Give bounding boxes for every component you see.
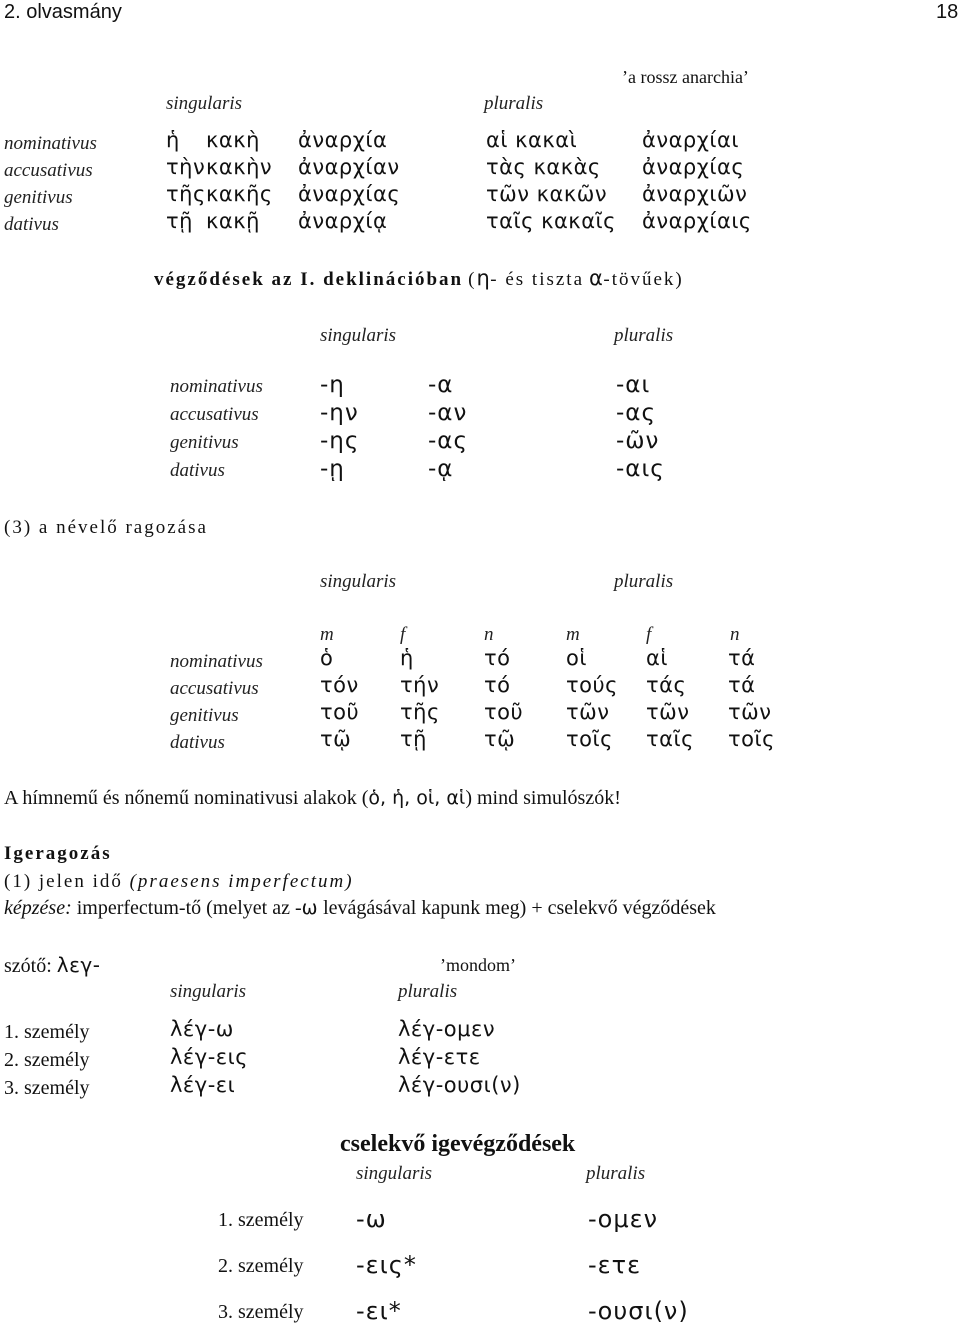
- case-label: dativus: [4, 214, 59, 235]
- article-form: τό: [484, 646, 511, 670]
- ending-plural: -αις: [616, 456, 665, 482]
- noun-singular: ἀναρχίᾳ: [298, 209, 388, 233]
- article-form: τῷ: [320, 727, 352, 751]
- col-singularis: singularis: [170, 981, 247, 1002]
- active-ending-singular: -εις*: [356, 1251, 417, 1279]
- article-singular: ἡ: [166, 128, 180, 152]
- col-pluralis: pluralis: [484, 93, 544, 114]
- person-label: 2. személy: [218, 1255, 304, 1277]
- proclitic-note: A hímnemű és nőnemű nominativusi alakok (ὁ, ἡ, οἱ, αἱ) mind simulószók!: [4, 787, 621, 809]
- page-number: 18: [936, 1, 959, 23]
- article-form: τόν: [320, 673, 359, 697]
- active-ending-plural: -ουσι(ν): [588, 1297, 689, 1325]
- note-greek: ὁ, ἡ, οἱ, αἱ: [368, 787, 466, 809]
- col-pluralis: pluralis: [614, 571, 674, 592]
- article-form: τό: [484, 673, 511, 697]
- declension-heading: végződések az I. deklinációban (η- és tiszta α-tövűek): [154, 266, 684, 290]
- verb-form-singular: λέγ-ω: [170, 1017, 234, 1041]
- phrase-plural: τῶν κακῶν: [486, 182, 608, 206]
- noun-plural: ἀναρχίαι: [642, 128, 739, 152]
- adjective-singular: κακὴ: [206, 128, 260, 152]
- article-form: τήν: [400, 673, 440, 697]
- person-label: 3. személy: [4, 1077, 90, 1099]
- col-pluralis: pluralis: [586, 1163, 646, 1184]
- ending-plural: -αι: [616, 372, 651, 398]
- article-heading: (3) a névelő ragozása: [4, 517, 208, 538]
- active-endings-heading: cselekvő igevégződések: [340, 1131, 576, 1157]
- case-label: nominativus: [4, 133, 97, 154]
- verb-form-singular: λέγ-εις: [170, 1045, 249, 1069]
- col-singularis: singularis: [320, 571, 397, 592]
- ending-alpha: -αν: [428, 400, 468, 426]
- chapter-title: 2. olvasmány: [4, 1, 122, 23]
- ending-eta: -ην: [320, 400, 359, 426]
- ending-alpha: -α: [428, 372, 454, 398]
- article-form: τούς: [566, 673, 618, 697]
- noun-plural: ἀναρχίαις: [642, 209, 752, 233]
- col-singularis: singularis: [320, 325, 397, 346]
- person-label: 3. személy: [218, 1301, 304, 1323]
- noun-singular: ἀναρχίας: [298, 182, 401, 206]
- article-form: τῶν: [728, 700, 772, 724]
- article-form: οἱ: [566, 646, 587, 670]
- case-label: dativus: [170, 460, 225, 481]
- alpha-letter: α: [589, 266, 604, 290]
- stem-greek: λεγ-: [56, 953, 101, 977]
- active-ending-singular: -ει*: [356, 1297, 402, 1325]
- article-singular: τῆς: [166, 182, 206, 206]
- ending-eta: -ῃ: [320, 456, 345, 482]
- ending-eta: -ης: [320, 428, 360, 454]
- article-form: τῶν: [646, 700, 690, 724]
- col-pluralis: pluralis: [398, 981, 458, 1002]
- noun-plural: ἀναρχιῶν: [642, 182, 748, 206]
- ending-alpha: -ας: [428, 428, 468, 454]
- case-label: genitivus: [4, 187, 73, 208]
- article-form: τοῖς: [566, 727, 613, 751]
- person-label: 1. személy: [4, 1021, 90, 1043]
- article-form: τοῖς: [728, 727, 775, 751]
- declension-heading-bold: végződések az I. deklinációban: [154, 269, 464, 290]
- article-form: τά: [728, 673, 756, 697]
- gender-label: m: [320, 624, 334, 645]
- person-label: 2. személy: [4, 1049, 90, 1071]
- ending-plural: -ας: [616, 400, 656, 426]
- formation-line: képzése: imperfectum-tő (melyet az -ω levágásával kapunk meg) + cselekvő végződések: [4, 897, 716, 919]
- noun-singular: ἀναρχίαν: [298, 155, 400, 179]
- article-form: τῆς: [400, 700, 440, 724]
- person-label: 1. személy: [218, 1209, 304, 1231]
- adjective-singular: κακῇ: [206, 209, 260, 233]
- article-form: τοῦ: [484, 700, 524, 724]
- phrase-plural: αἱ κακαὶ: [486, 128, 578, 152]
- article-form: ὁ: [320, 646, 334, 670]
- gender-label: n: [484, 624, 494, 645]
- phrase-plural: τὰς κακὰς: [486, 155, 601, 179]
- case-label: nominativus: [170, 651, 263, 672]
- gender-label: n: [730, 624, 740, 645]
- conjugation-heading: Igeragozás: [4, 843, 112, 864]
- gender-label: m: [566, 624, 580, 645]
- ending-alpha: -ᾳ: [428, 456, 454, 482]
- article-form: τῇ: [400, 727, 427, 751]
- adjective-singular: κακῆς: [206, 182, 273, 206]
- noun-singular: ἀναρχία: [298, 128, 388, 152]
- gender-label: f: [646, 624, 652, 645]
- case-label: dativus: [170, 732, 225, 753]
- case-label: genitivus: [170, 432, 239, 453]
- gloss-mondom: ’mondom’: [440, 955, 516, 975]
- article-form: ταῖς: [646, 727, 694, 751]
- active-ending-singular: -ω: [356, 1205, 387, 1233]
- case-label: accusativus: [170, 404, 259, 425]
- present-tense-heading: (1) jelen idő (praesens imperfectum): [4, 871, 354, 892]
- ending-plural: -ῶν: [616, 428, 660, 454]
- article-singular: τὴν: [166, 155, 206, 179]
- article-form: αἱ: [646, 646, 668, 670]
- verb-form-singular: λέγ-ει: [170, 1073, 236, 1097]
- article-form: τάς: [646, 673, 687, 697]
- case-label: accusativus: [170, 678, 259, 699]
- noun-plural: ἀναρχίας: [642, 155, 745, 179]
- gender-label: f: [400, 624, 406, 645]
- adjective-singular: κακὴν: [206, 155, 273, 179]
- verb-form-plural: λέγ-ουσι(ν): [398, 1073, 521, 1097]
- gloss-anarchia: ’a rossz anarchia’: [622, 67, 749, 87]
- active-ending-plural: -ετε: [588, 1251, 642, 1279]
- case-label: nominativus: [170, 376, 263, 397]
- col-singularis: singularis: [166, 93, 243, 114]
- stem-line: szótő: λεγ-: [4, 953, 101, 977]
- case-label: accusativus: [4, 160, 93, 181]
- phrase-plural: ταῖς κακαῖς: [486, 209, 616, 233]
- article-form: τῶν: [566, 700, 610, 724]
- article-form: τά: [728, 646, 756, 670]
- article-form: ἡ: [400, 646, 414, 670]
- article-form: τοῦ: [320, 700, 360, 724]
- col-pluralis: pluralis: [614, 325, 674, 346]
- active-ending-plural: -ομεν: [588, 1205, 658, 1233]
- col-singularis: singularis: [356, 1163, 433, 1184]
- verb-form-plural: λέγ-ετε: [398, 1045, 481, 1069]
- ending-eta: -η: [320, 372, 345, 398]
- verb-form-plural: λέγ-ομεν: [398, 1017, 496, 1041]
- case-label: genitivus: [170, 705, 239, 726]
- article-form: τῷ: [484, 727, 516, 751]
- article-singular: τῇ: [166, 209, 193, 233]
- eta-letter: η: [476, 266, 491, 290]
